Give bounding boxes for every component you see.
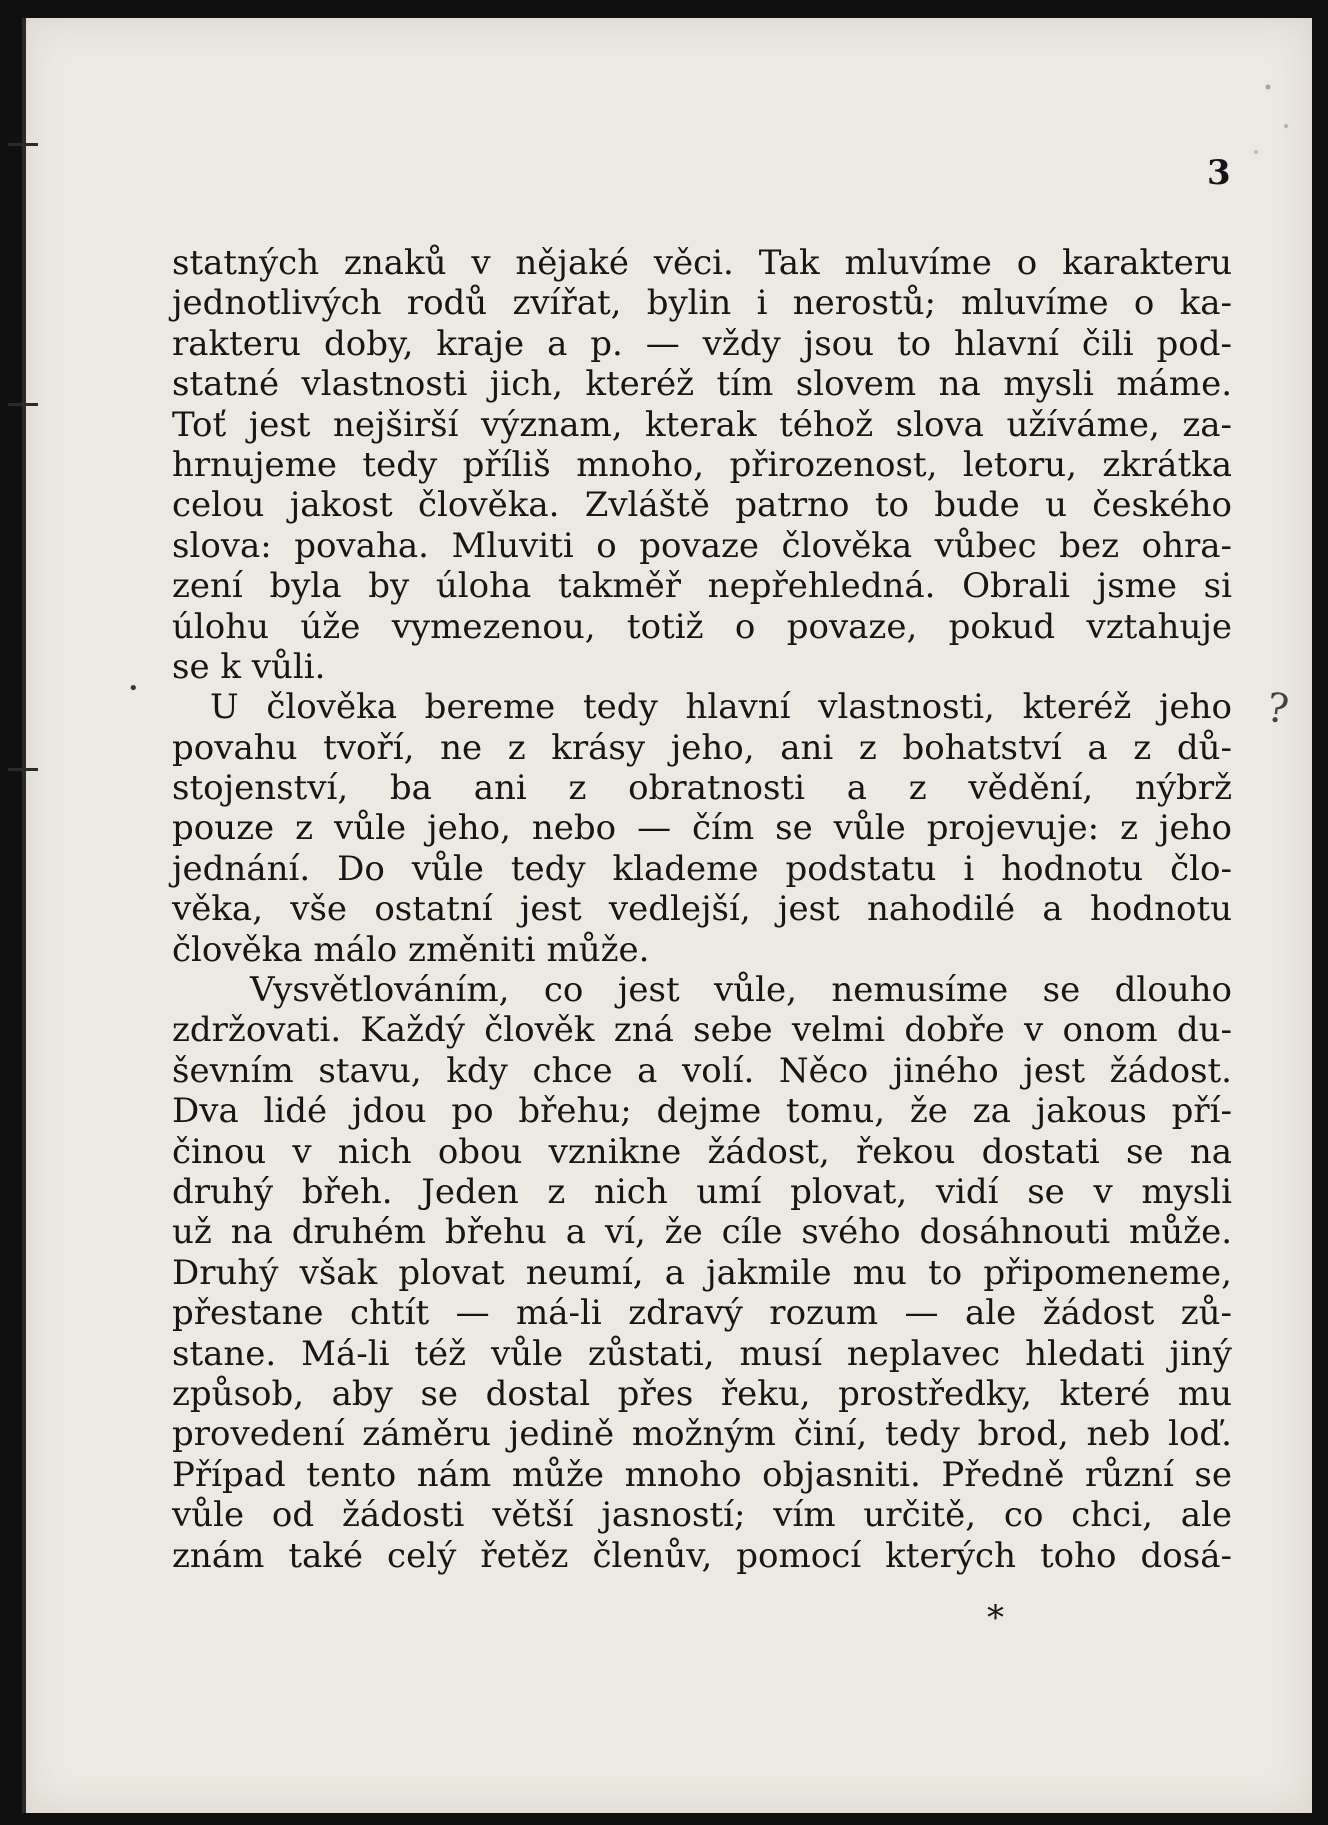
book-page (22, 18, 1312, 1813)
text-line: Druhý však plovat neumí, a jakmile mu to připomeneme, (172, 1252, 1232, 1293)
text-line: stane. Má-li též vůle zůstati, musí neplavec hledati jiný (172, 1333, 1232, 1374)
text-line: hrnujeme tedy příliš mnoho, přirozenost, letoru, zkrátka (172, 444, 1232, 485)
text-line: provedení záměru jedině možným činí, tedy brod, neb loď. (172, 1414, 1232, 1455)
text-line: činou v nich obou vznikne žádost, řekou dostati se na (172, 1131, 1232, 1172)
text-line: jednotlivých rodů zvířat, bylin i nerostů; mluvíme o ka- (172, 283, 1232, 324)
text-line: pouze z vůle jeho, nebo — čím se vůle projevuje: z jeho (172, 808, 1232, 849)
text-line: druhý břeh. Jeden z nich umí plovat, vidí se v mysli (172, 1171, 1232, 1212)
text-line: stojenství, ba ani z obratnosti a z vědění, nýbrž (172, 768, 1232, 809)
text-line: statných znaků v nějaké věci. Tak mluvíme o karakteru (172, 243, 1232, 283)
text-line: Dva lidé jdou po břehu; dejme tomu, že za jakous pří- (172, 1091, 1232, 1132)
text-line: člověka málo změniti může. (172, 929, 650, 970)
text-line: úlohu úže vymezenou, totiž o povaze, pokud vztahuje (172, 606, 1232, 647)
page-number: 3 (1207, 153, 1231, 193)
text-line: způsob, aby se dostal přes řeku, prostředky, které mu (172, 1373, 1232, 1414)
edge-tick (8, 403, 38, 406)
text-line: přestane chtít — má-li zdravý rozum — ale žádost zů- (172, 1293, 1232, 1334)
text-line: zdržovati. Každý člověk zná sebe velmi dobře v onom du- (172, 1010, 1232, 1051)
text-line: slova: povaha. Mluviti o povaze člověka vůbec bez ohra- (172, 525, 1232, 566)
text-line: statné vlastnosti jich, kteréž tím slovem na mysli máme. (172, 364, 1232, 405)
text-line: celou jakost člověka. Zvláště patrno to bude u českého (172, 485, 1232, 526)
text-line: ševním stavu, kdy chce a volí. Něco jiného jest žádost. (172, 1050, 1232, 1091)
text-line: vůle od žádosti větší jasností; vím určitě, co chci, ale (172, 1495, 1232, 1536)
text-line: jednání. Do vůle tedy klademe podstatu i hodnotu člo- (172, 848, 1232, 889)
edge-tick (8, 143, 38, 146)
margin-mark: ? (1263, 684, 1292, 734)
text-line: Případ tento nám může mnoho objasniti. Předně různí se (172, 1454, 1232, 1495)
body-text (172, 243, 1232, 1576)
text-line: znám také celý řetěz členův, pomocí kterých toho dosá- (172, 1535, 1232, 1576)
text-line: Vysvětlováním, co jest vůle, nemusíme se dlouho (250, 970, 1232, 1011)
text-line: Toť jest nejširší význam, kterak téhož slova užíváme, za- (172, 404, 1232, 445)
text-line: U člověka bereme tedy hlavní vlastnosti, kteréž jeho (210, 687, 1232, 728)
signature-mark: * (987, 1598, 1004, 1638)
text-line: už na druhém břehu a ví, že cíle svého dosáhnouti může. (172, 1212, 1232, 1253)
text-line: rakteru doby, kraje a p. — vždy jsou to hlavní čili pod- (172, 323, 1232, 364)
text-line: zení byla by úloha takměř nepřehledná. Obrali jsme si (172, 566, 1232, 607)
paper-specks (1244, 48, 1304, 178)
text-line: povahu tvoří, ne z krásy jeho, ani z bohatství a z dů- (172, 727, 1232, 768)
edge-tick (8, 768, 38, 771)
text-line: se k vůli. (172, 646, 326, 687)
text-line: věka, vše ostatní jest vedlejší, jest nahodilé a hodnotu (172, 889, 1232, 930)
margin-bullet: • (128, 678, 139, 699)
binding-edge (22, 18, 26, 1813)
